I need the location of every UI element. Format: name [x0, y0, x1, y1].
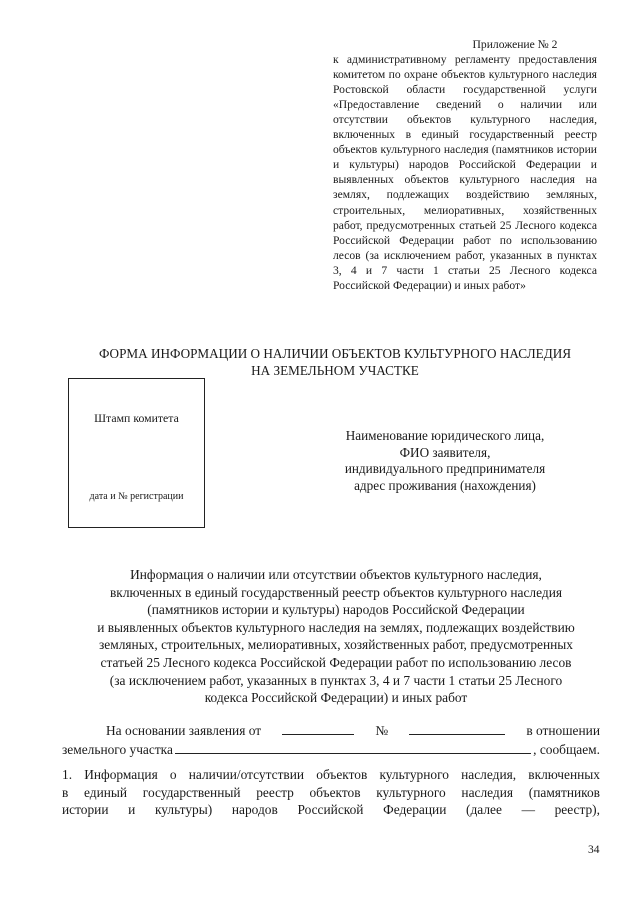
info-title-line: и выявленных объектов культурного наследия на землях, подлежащих воздействию	[97, 619, 575, 635]
applicant-line: Наименование юридического лица,	[345, 428, 545, 443]
basis-regarding: в отношении	[526, 723, 600, 738]
info-title-line: кодекса Российской Федерации) и иных работ	[204, 690, 468, 706]
info-title-line: земляных, строительных, мелиоративных, хозяйственных работ, предусмотренных	[98, 637, 573, 653]
applicant-block	[300, 428, 590, 494]
paragraph-line: истории и культуры) народов Российской Федерации (далее — реестр),	[62, 802, 600, 818]
basis-intro: На основании заявления от	[106, 723, 262, 738]
applicant-line: ФИО заявителя,	[399, 444, 491, 460]
info-title-line: статьей 25 Лесного кодекса Российской Федерации работ по использованию лесов	[100, 654, 572, 670]
annex-title: Приложение № 2	[472, 38, 558, 51]
basis-line	[62, 721, 600, 740]
info-title-line: Информация о наличии или отсутствии объектов культурного наследия,	[130, 567, 542, 582]
info-title-line: включенных в единый государственный реестр объектов культурного наследия	[109, 584, 563, 600]
paragraph-1	[62, 766, 600, 819]
info-title-line: (за исключением работ, указанных в пунктах 3, 4 и 7 части 1 статьи 25 Лесного	[109, 672, 563, 688]
registration-label: дата и № регистрации	[89, 491, 184, 502]
basis-paragraph	[62, 721, 600, 758]
annex-text: к административному регламенту предоставления комитетом по охране объектов культурного наследия Ростовской области государственной услуги «Предоставление сведений о наличии или отсутствии объектов культурного наследия, включенных в единый государственный реестр объектов культурного наследия (памятников истории и культуры) народов Российской Федерации и выявленных объектов культурного наследия на землях, подлежащих воздействию земляных, строительных, мелиоративных, хозяйственных работ, предусмотренных статьей 25 Лесного кодекса Российской Федерации работ по использованию лесов (за исключением работ, указанных в пунктах 3, 4 и 7 части 1 статьи 25 Лесного кодекса Российской Федерации) и иных работ»	[333, 53, 597, 292]
basis-end: , сообщаем.	[533, 741, 600, 757]
page-number: 34	[588, 844, 600, 856]
form-title-line: ФОРМА ИНФОРМАЦИИ О НАЛИЧИИ ОБЪЕКТОВ КУЛЬТУРНОГО НАСЛЕДИЯ	[98, 346, 572, 361]
number-blank	[409, 721, 505, 735]
stamp-box	[68, 378, 205, 528]
number-sign: №	[375, 723, 389, 738]
basis-plot: земельного участка	[62, 741, 173, 757]
form-title	[40, 345, 630, 379]
plot-blank	[175, 740, 531, 754]
form-title-line: НА ЗЕМЕЛЬНОМ УЧАСТКЕ	[251, 363, 419, 378]
applicant-line: индивидуального предпринимателя	[344, 461, 546, 476]
date-blank	[282, 721, 354, 735]
paragraph-line: 1. Информация о наличии/отсутствии объектов культурного наследия, включенных	[62, 767, 600, 782]
paragraph-line: в единый государственный реестр объектов культурного наследия (памятников	[62, 784, 600, 800]
annex-header	[333, 37, 597, 293]
stamp-label: Штамп комитета	[94, 411, 179, 425]
info-title-line: (памятников истории и культуры) народов Российской Федерации	[147, 602, 525, 618]
applicant-line: адрес проживания (нахождения)	[354, 477, 536, 493]
info-title	[40, 566, 632, 707]
basis-line	[62, 740, 600, 759]
